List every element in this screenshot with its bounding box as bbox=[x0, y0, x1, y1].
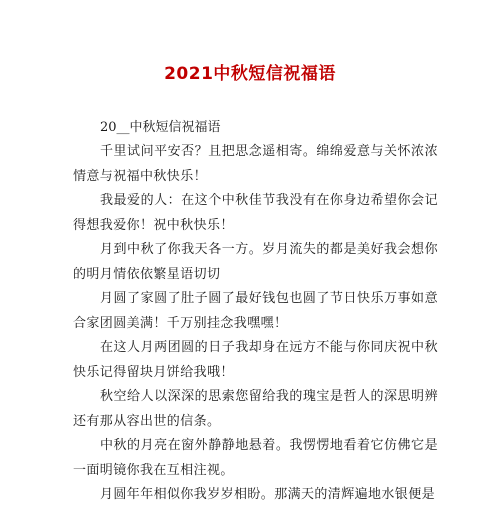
document-title: 2021中秋短信祝福语 bbox=[164, 64, 336, 84]
document-body bbox=[73, 116, 438, 508]
paragraph: 月到中秋了你我天各一方。岁月流失的都是美好我会想你的明月情依依繁星语切切 bbox=[73, 242, 438, 282]
paragraph: 中秋的月亮在窗外静静地悬着。我愣愣地看着它仿佛它是一面明镜你我在互相注视。 bbox=[73, 438, 438, 478]
paragraph: 千里试问平安否？且把思念遥相寄。绵绵爱意与关怀浓浓情意与祝福中秋快乐！ bbox=[73, 144, 438, 184]
paragraph: 月圆了家圆了肚子圆了最好钱包也圆了节日快乐万事如意合家团圆美满！千万别挂念我嘿嘿！ bbox=[73, 291, 438, 331]
paragraph: 秋空给人以深深的思索您留给我的瑰宝是哲人的深思明辨还有那从容出世的信条。 bbox=[73, 389, 438, 429]
paragraph: 月圆年年相似你我岁岁相盼。那满天的清辉遍地水银便是 bbox=[100, 487, 436, 502]
document-subtitle: 20__中秋短信祝福语 bbox=[100, 120, 221, 135]
paragraph: 在这人月两团圆的日子我却身在远方不能与你同庆祝中秋快乐记得留块月饼给我哦！ bbox=[73, 340, 438, 380]
paragraph: 我最爱的人：在这个中秋佳节我没有在你身边希望你会记得想我爱你！祝中秋快乐！ bbox=[73, 193, 438, 233]
